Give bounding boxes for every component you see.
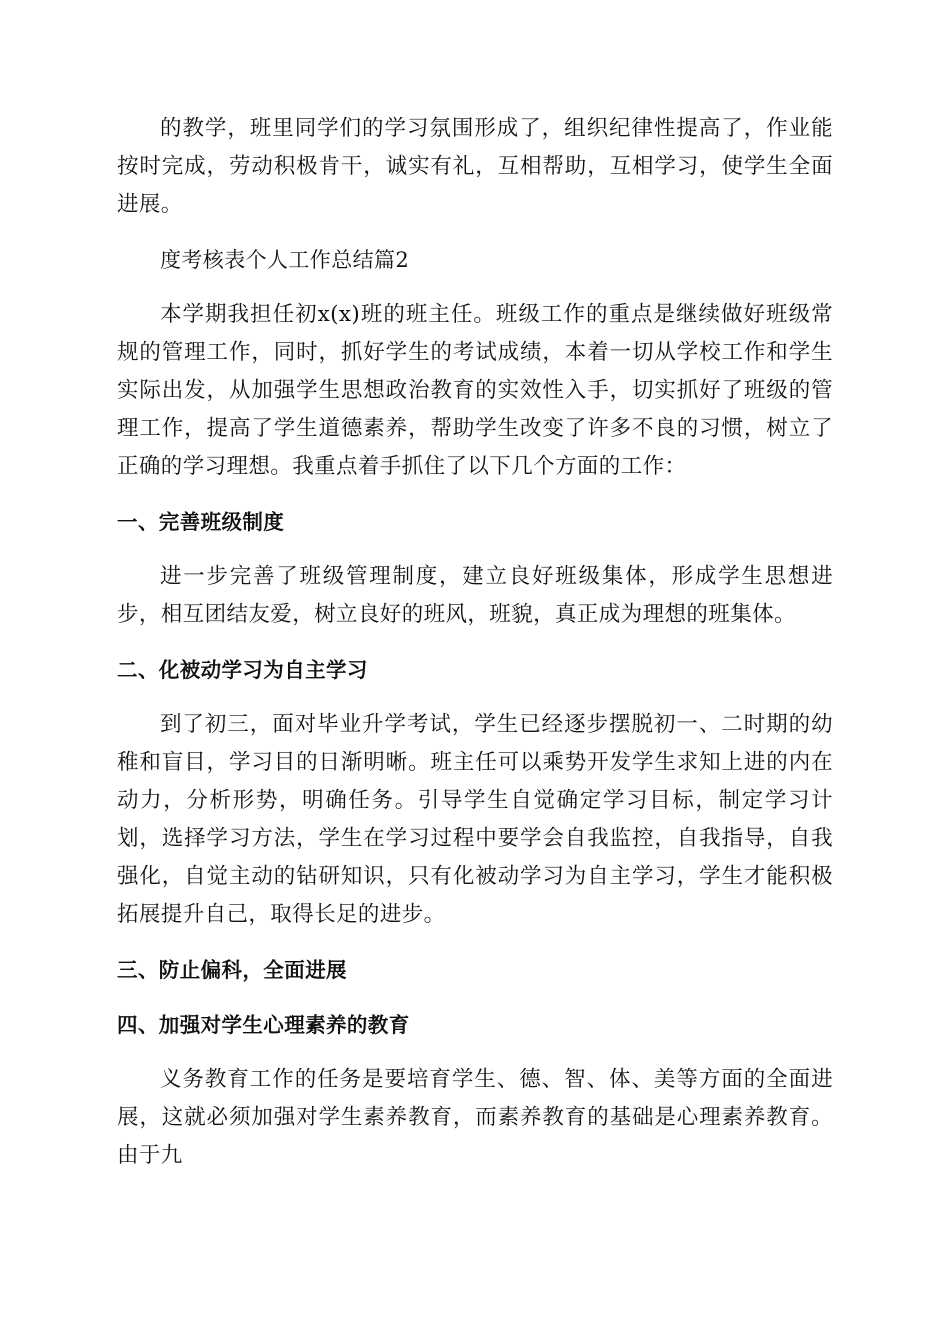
- paragraph-psychology-education: 义务教育工作的任务是要培育学生、德、智、体、美等方面的全面进展，这就必须加强对学生素养教育，而素养教育的基础是心理素养教育。由于九: [117, 1067, 833, 1168]
- heading-psychology-education: 四、加强对学生心理素养的教育: [117, 1013, 410, 1037]
- paragraph-intro-continuation: 的教学，班里同学们的学习氛围形成了，组织纪律性提高了，作业能按时完成，劳动积极肯干，诚实有礼，互相帮助，互相学习，使学生全面进展。: [117, 116, 833, 217]
- document-body: [117, 110, 833, 1192]
- paragraph-class-system: 进一步完善了班级管理制度，建立良好班级集体，形成学生思想进步，相互团结友爱，树立良好的班风，班貌，真正成为理想的班集体。: [117, 564, 833, 627]
- section-title: 度考核表个人工作总结篇2: [160, 248, 410, 272]
- heading-active-learning: 二、化被动学习为自主学习: [117, 658, 368, 682]
- paragraph-overview: 本学期我担任初x(x)班的班主任。班级工作的重点是继续做好班级常规的管理工作，同时，抓好学生的考试成绩，本着一切从学校工作和学生实际出发，从加强学生思想政治教育的实效性入手，切实抓好了班级的管理工作，提高了学生道德素养，帮助学生改变了许多不良的习惯，树立了正确的学习理想。我重点着手抓住了以下几个方面的工作：: [117, 302, 833, 479]
- heading-balanced-development: 三、防止偏科，全面进展: [117, 958, 347, 982]
- paragraph-active-learning: 到了初三，面对毕业升学考试，学生已经逐步摆脱初一、二时期的幼稚和盲目，学习目的日渐明晰。班主任可以乘势开发学生求知上进的内在动力，分析形势，明确任务。引导学生自觉确定学习目标，制定学习计划，选择学习方法，学生在学习过程中要学会自我监控，自我指导，自我强化，自觉主动的钻研知识，只有化被动学习为自主学习，学生才能积极拓展提升自己，取得长足的进步。: [117, 712, 833, 927]
- heading-class-system: 一、完善班级制度: [117, 510, 285, 534]
